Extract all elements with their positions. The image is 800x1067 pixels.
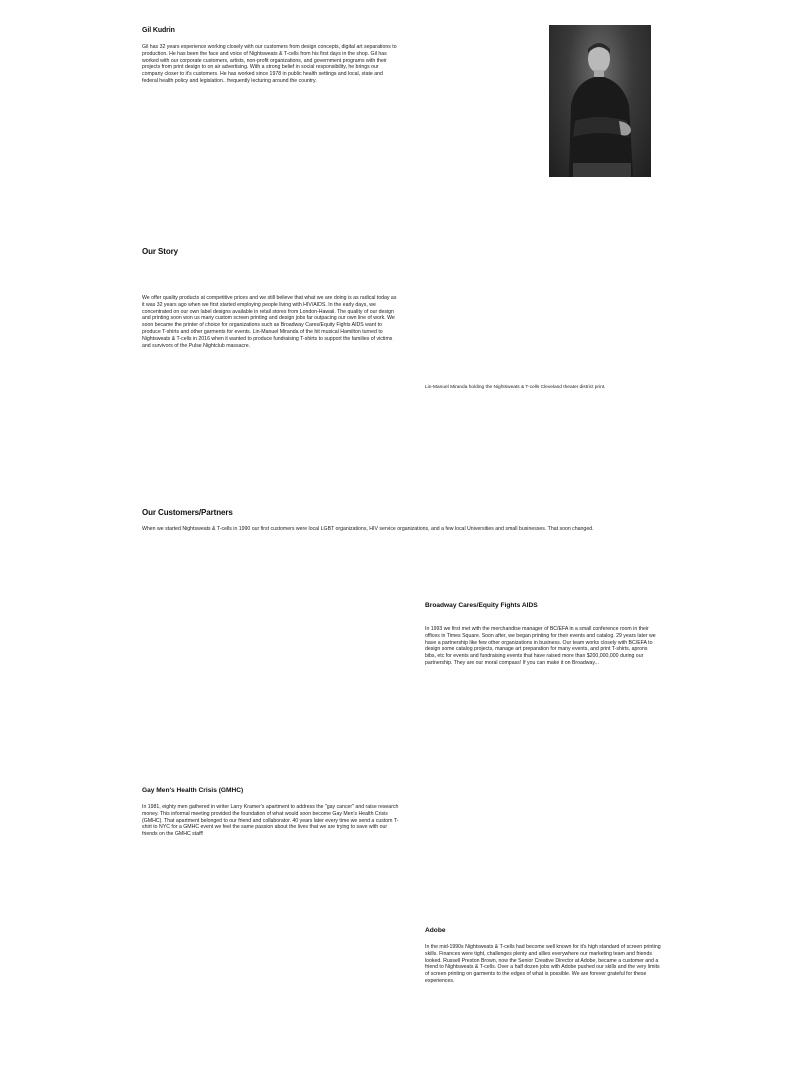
profile-bio: Gil has 32 years experience working closely with our customers from design concepts, digital art separations to production. He has been the face and voice of Nightsweats & T-cells from his first days in the shop. Gil has worked with our corporate customers, artists, non-profit organizations, and government programs with their projects from print design to on air advertising. With a strong belief in social responsibility, he brings our company closer to it's customers. He has worked since 1978 in public health settings and local, state and federal health policy and legislation.. frequently lecturing around the country. (142, 44, 397, 84)
portrait-photo (549, 25, 651, 177)
partner-gmhc-text: In 1981, eighty men gathered in writer Larry Kramer's apartment to address the "gay cancer" and raise research money. This informal meeting provided the foundation of what would soon become Gay Men's Health Crisis (GMHC). That apartment belonged to our friend and collaborator. 40 years later every time we send a custom T-shirt to NYC for a GMHC event we feel the same passion about the lives that we are trying to save with our friends on the GMHC staff! (142, 804, 399, 838)
partner-gmhc-title: Gay Men's Health Crisis (GMHC) (142, 787, 244, 794)
partner-bcefa-text: In 1993 we first met with the merchandise manager of BC/EFA in a small conference room in their offices in Times Square. Soon after, we began printing for their events and catalog. 29 years later we have a partnership like few other organizations in business. Our team works closely with BC/EFA to design some catalog projects, manage art preparation for many events, and print T-shirts, aprons bibs, etc for events and fundraising events that have raised more than $200,000,000 during our partnership. They are our moral compass! If you can make it on Broadway... (425, 626, 656, 666)
profile-name: Gil Kudrin (142, 27, 175, 34)
customers-intro: When we started Nightsweats & T-cells in 1990 our first customers were local LGBT organizations, HIV service organizations, and a few local Universities and small businesses. That soon changed. (142, 526, 594, 532)
partner-adobe-title: Adobe (425, 927, 446, 934)
partner-bcefa-title: Broadway Cares/Equity Fights AIDS (425, 602, 538, 609)
story-photo-caption: Lin-Manuel Miranda holding the Nightsweats & T-cells Cleveland theater district print. (425, 385, 606, 390)
story-title: Our Story (142, 247, 178, 256)
story-text: We offer quality products at competitive prices and we still believe that what we are doing is as radical today as it was 32 years ago when we first started employing people living with HIV/AIDS. In the early days, we concentrated on our own label designs available in retail stores from London-Hawaii. The quality of our design and printing soon won us many custom screen printing and design jobs far outpacing our own line of work. We soon became the printer of choice for organizations such as Broadway Cares/Equity Fights AIDS want to produce T-shirts and other garments for events. Lin-Manuel Miranda of the hit musical Hamilton turned to Nightsweats & T-cells in 2016 when it wanted to produce fundraising T-shirts to support the families of victims and survivors of the Pulse Nightclub massacre. (142, 295, 397, 349)
portrait-photo-icon (549, 25, 651, 177)
customers-title: Our Customers/Partners (142, 508, 233, 517)
partner-adobe-text: In the mid-1990s Nightsweats & T-cells had become well known for it's high standard of screen printing skills. Finances were tight, challenges plenty and allies everywhere our marketing team and friends looked. Russell Preston Brown, now the Senior Creative Director at Adobe, became a customer and a friend to Nightsweats & T-cells. Over a half dozen jobs with Adobe pushed our skills and the very limits of screen printing on garments to the edges of what is possible. We are forever grateful for these experiences. (425, 944, 661, 984)
